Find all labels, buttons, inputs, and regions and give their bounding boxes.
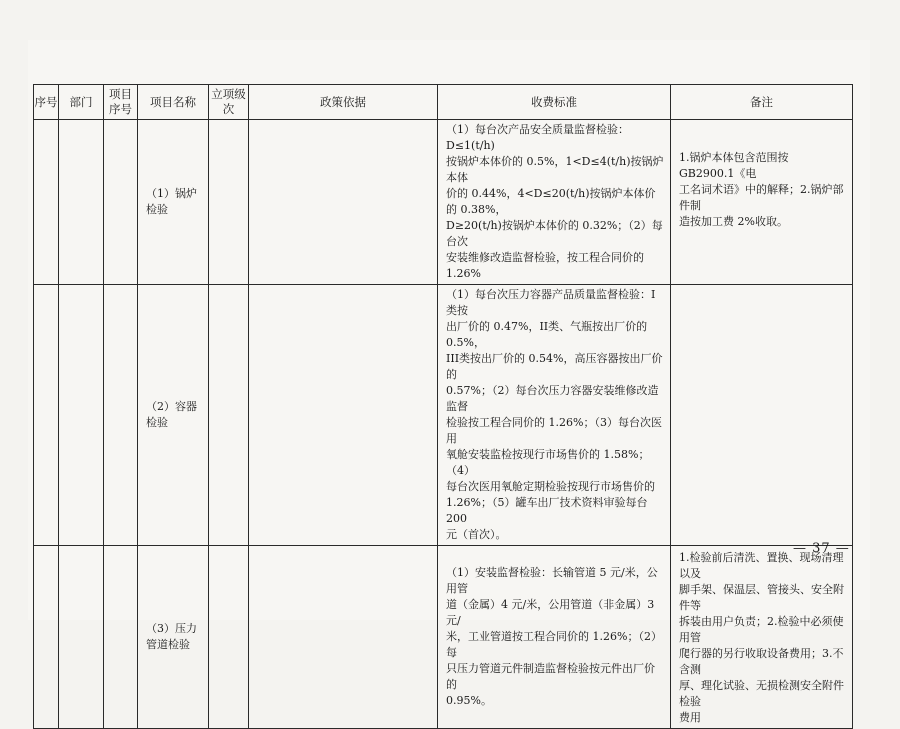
cell-fee-standard xyxy=(438,546,671,729)
cell-seq xyxy=(34,285,59,546)
fee-line: 检验按工程合同价的 1.26%；（3）每台次医用 xyxy=(446,416,662,445)
cell-dept xyxy=(59,546,104,729)
note-line: 厚、理化试验、无损检测安全附件检验 xyxy=(679,679,844,708)
cell-level xyxy=(209,285,249,546)
fee-line: （1）每台次产品安全质量监督检验：D≤1(t/h) xyxy=(446,123,629,152)
fee-line: 0.95%。 xyxy=(446,694,492,707)
cell-item-name: （1）锅炉检验 xyxy=(138,120,209,285)
note-line: 费用 xyxy=(679,711,701,724)
fee-line: 安装维修改造监督检验，按工程合同价的 1.26% xyxy=(446,251,644,280)
header-fee-standard: 收费标准 xyxy=(438,85,671,120)
header-item-name: 项目名称 xyxy=(138,85,209,120)
cell-item-name: （3）压力管道检验 xyxy=(138,546,209,729)
cell-fee-standard xyxy=(438,285,671,546)
cell-item-name: （2）容器检验 xyxy=(138,285,209,546)
cell-item-seq xyxy=(104,120,138,285)
header-seq: 序号 xyxy=(34,85,59,120)
cell-level xyxy=(209,120,249,285)
fee-line: 氧舱安装监检按现行市场售价的 1.58%；（4） xyxy=(446,448,650,477)
note-line: 造按加工费 2%收取。 xyxy=(679,215,788,228)
fee-line: 道（金属）4 元/米，公用管道（非金属）3 元/ xyxy=(446,598,655,627)
table-header-row xyxy=(34,85,853,120)
header-dept: 部门 xyxy=(59,85,104,120)
header-level: 立项级次 xyxy=(209,85,249,120)
note-line: 工名词术语》中的解释；2.锅炉部件制 xyxy=(679,183,844,212)
note-line: 拆装由用户负责；2.检验中必须使用管 xyxy=(679,615,844,644)
header-notes: 备注 xyxy=(671,85,853,120)
fee-line: 只压力管道元件制造监督检验按元件出厂价的 xyxy=(446,662,655,691)
fee-line: 价的 0.44%，4<D≤20(t/h)按锅炉本体价的 0.38%， xyxy=(446,187,656,216)
cell-notes xyxy=(671,546,853,729)
header-policy: 政策依据 xyxy=(249,85,438,120)
cell-item-seq xyxy=(104,546,138,729)
cell-dept xyxy=(59,285,104,546)
fee-line: （1）安装监督检验：长输管道 5 元/米，公用管 xyxy=(446,566,658,595)
cell-policy xyxy=(249,120,438,285)
cell-seq xyxy=(34,120,59,285)
fee-line: III类按出厂价的 0.54%，高压容器按出厂价的 xyxy=(446,352,663,381)
note-line: 爬行器的另行收取设备费用；3.不含测 xyxy=(679,647,844,676)
fee-line: 按锅炉本体价的 0.5%，1<D≤4(t/h)按锅炉本体 xyxy=(446,155,664,184)
cell-level xyxy=(209,546,249,729)
fee-line: 米，工业管道按工程合同价的 1.26%；（2）每 xyxy=(446,630,662,659)
note-line: 脚手架、保温层、管接头、安全附件等 xyxy=(679,583,844,612)
cell-notes xyxy=(671,120,853,285)
cell-dept xyxy=(59,120,104,285)
fee-line: 出厂价的 0.47%，II类、气瓶按出厂价的 0.5%， xyxy=(446,320,648,349)
fee-line: 元（首次）。 xyxy=(446,528,507,541)
cell-notes xyxy=(671,285,853,546)
fee-table xyxy=(33,84,853,729)
fee-line: 每台次医用氧舱定期检验按现行市场售价的 xyxy=(446,480,655,493)
header-item-seq: 项目序号 xyxy=(104,85,138,120)
cell-policy xyxy=(249,285,438,546)
fee-line: （1）每台次压力容器产品质量监督检验：I 类按 xyxy=(446,288,656,317)
fee-line: D≥20(t/h)按锅炉本体价的 0.32%；（2）每台次 xyxy=(446,219,663,248)
cell-fee-standard xyxy=(438,120,671,285)
fee-line: 0.57%；（2）每台次压力容器安装维修改造监督 xyxy=(446,384,659,413)
page-number: — 37 — xyxy=(793,541,850,556)
cell-item-seq xyxy=(104,285,138,546)
table-row-boiler xyxy=(34,120,853,285)
fee-line: 1.26%；（5）罐车出厂技术资料审验每台 200 xyxy=(446,496,648,525)
cell-seq xyxy=(34,546,59,729)
note-line: 1.检验前后清洗、置换、现场清理以及 xyxy=(679,551,844,580)
note-line: 1.锅炉本体包含范围按 GB2900.1《电 xyxy=(679,151,789,180)
table-row-pipeline xyxy=(34,546,853,729)
table-row-vessel xyxy=(34,285,853,546)
cell-policy xyxy=(249,546,438,729)
